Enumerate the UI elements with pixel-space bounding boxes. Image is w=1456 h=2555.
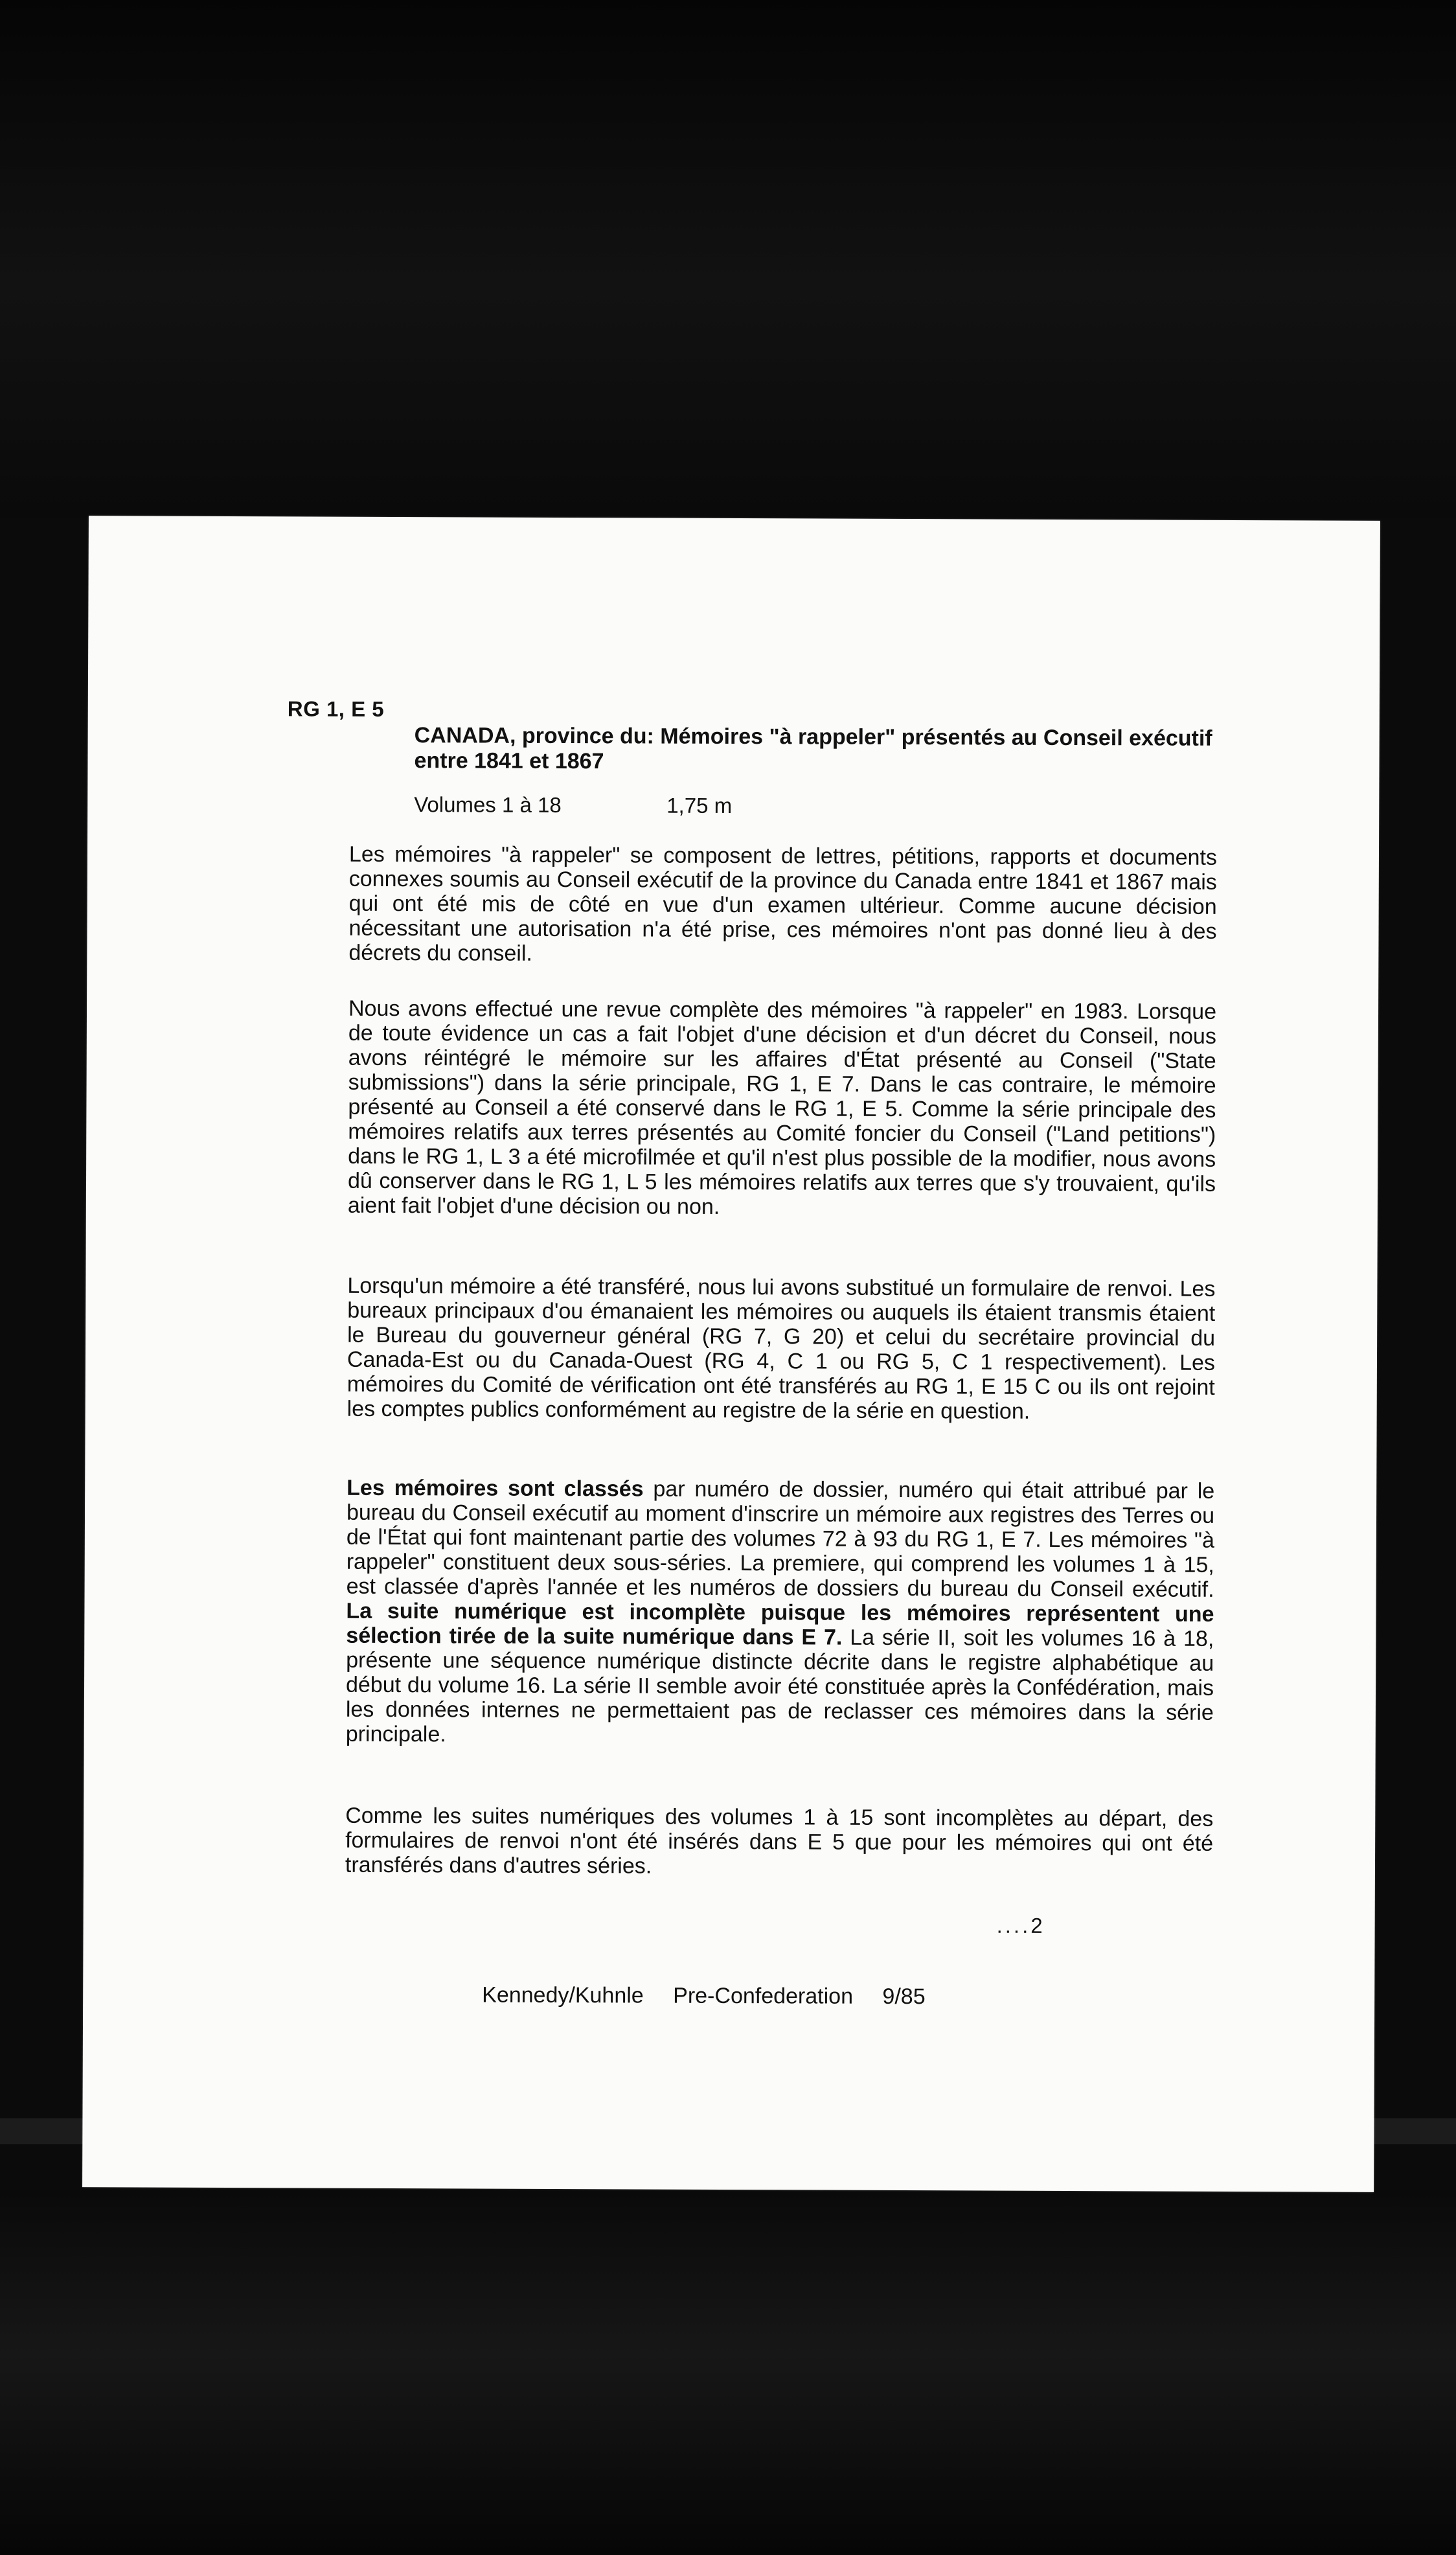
arrangement-text-1: par numéro de dossier, numéro qui était attribué par le bureau du Conseil exécutif au moment d'inscrire un mémoire aux registres des Terres ou de l'État qui font maintenant partie des volumes 72 à 93 du RG 1, E 7. Les mémoires "à rappeler" constituent deux sous-séries. La premiere, qui comprend les volumes 1 à 15, est classée d'après l'année et les numéros de dossiers du bureau du Conseil exécutif.	[346, 1476, 1215, 1602]
page-content	[82, 516, 1380, 2192]
paragraph-arrangement	[346, 1476, 1215, 1750]
film-background-top	[0, 0, 1456, 518]
paragraph-description: Les mémoires "à rappeler" se composent de lettres, pétitions, rapports et documents connexes soumis au Conseil exécutif de la province du Canada entre 1841 et 1867 mais qui ont été mis de côté en vue d'un examen ultérieur. Comme aucune décision nécessitant une autorisation n'a été prise, ces mémoires n'ont pas donné lieu à des décrets du conseil.	[348, 842, 1218, 966]
paragraph-transfers: Lorsqu'un mémoire a été transféré, nous lui avons substitué un formulaire de renvoi. Les bureaux principaux d'ou émanaient les mémoires ou auquels ils étaient transmis étaient le Bureau du gouverneur général (RG 7, G 20) et celui du secrétaire provincial du Canada-Est ou du Canada-Ouest (RG 4, C 1 ou RG 5, C 1 respectivement). Les mémoires du Comité de vérification ont été transférés au RG 1, E 15 C ou ils ont rejoint les comptes publics conformément au registre de la série en question.	[347, 1273, 1216, 1424]
page-footer	[482, 1983, 926, 2010]
footer-authors: Kennedy/Kuhnle	[482, 1982, 644, 2008]
arrangement-heading: Les mémoires sont classés	[347, 1475, 644, 1502]
arrangement-text-2: La série II, soit les volumes 16 à 18, présente une séquence numérique distincte décrite dans le registre alphabétique au début du volume 16. La série II semble avoir été constituée après la Confédération, mais les données internes ne permettaient pas de reclasser ces mémoires dans la série principale.	[345, 1625, 1214, 1747]
paragraph-referral-forms: Comme les suites numériques des volumes 1 à 15 sont incomplètes au départ, des formulaires de renvoi n'ont été insérés dans E 5 que pour les mémoires qui ont été transférés dans d'autres séries.	[345, 1803, 1214, 1879]
film-background-bottom	[0, 2190, 1456, 2555]
extent-line	[414, 792, 733, 818]
arrangement-emphasis: La suite numérique est incomplète puisque les mémoires représentent une sélection tirée de la suite numérique dans E 7.	[346, 1598, 1214, 1650]
footer-period: Pre-Confederation	[673, 1983, 854, 2009]
page-continuation: ....2	[996, 1913, 1045, 1938]
paragraph-review: Nous avons effectué une revue complète des mémoires "à rappeler" en 1983. Lorsque de toute évidence un cas a fait l'objet d'une décision et d'un décret du Conseil, nous avons réintégré le mémoire sur les affaires d'État présenté au Conseil ("State submissions") dans la série principale, RG 1, E 7. Dans le cas contraire, le mémoire présenté au Conseil a été conservé dans le RG 1, E 5. Comme la série principale des mémoires relatifs aux terres présentés au Comité foncier du Conseil ("Land petitions") dans le RG 1, L 3 a été microfilmée et qu'il n'est plus possible de la modifier, nous avons dû conserver dans le RG 1, L 5 les mémoires relatifs aux terres que s'y trouvaient, qu'ils aient fait l'objet d'une décision ou non.	[347, 996, 1217, 1219]
volumes-range: Volumes 1 à 18	[414, 792, 562, 817]
document-page	[82, 516, 1380, 2192]
document-title: CANADA, province du: Mémoires "à rappeler" présentés au Conseil exécutif entre 1841 et 1867	[414, 723, 1212, 774]
record-group-reference: RG 1, E 5	[287, 696, 385, 721]
footer-date: 9/85	[882, 1984, 926, 2010]
extent-size: 1,75 m	[666, 793, 733, 818]
